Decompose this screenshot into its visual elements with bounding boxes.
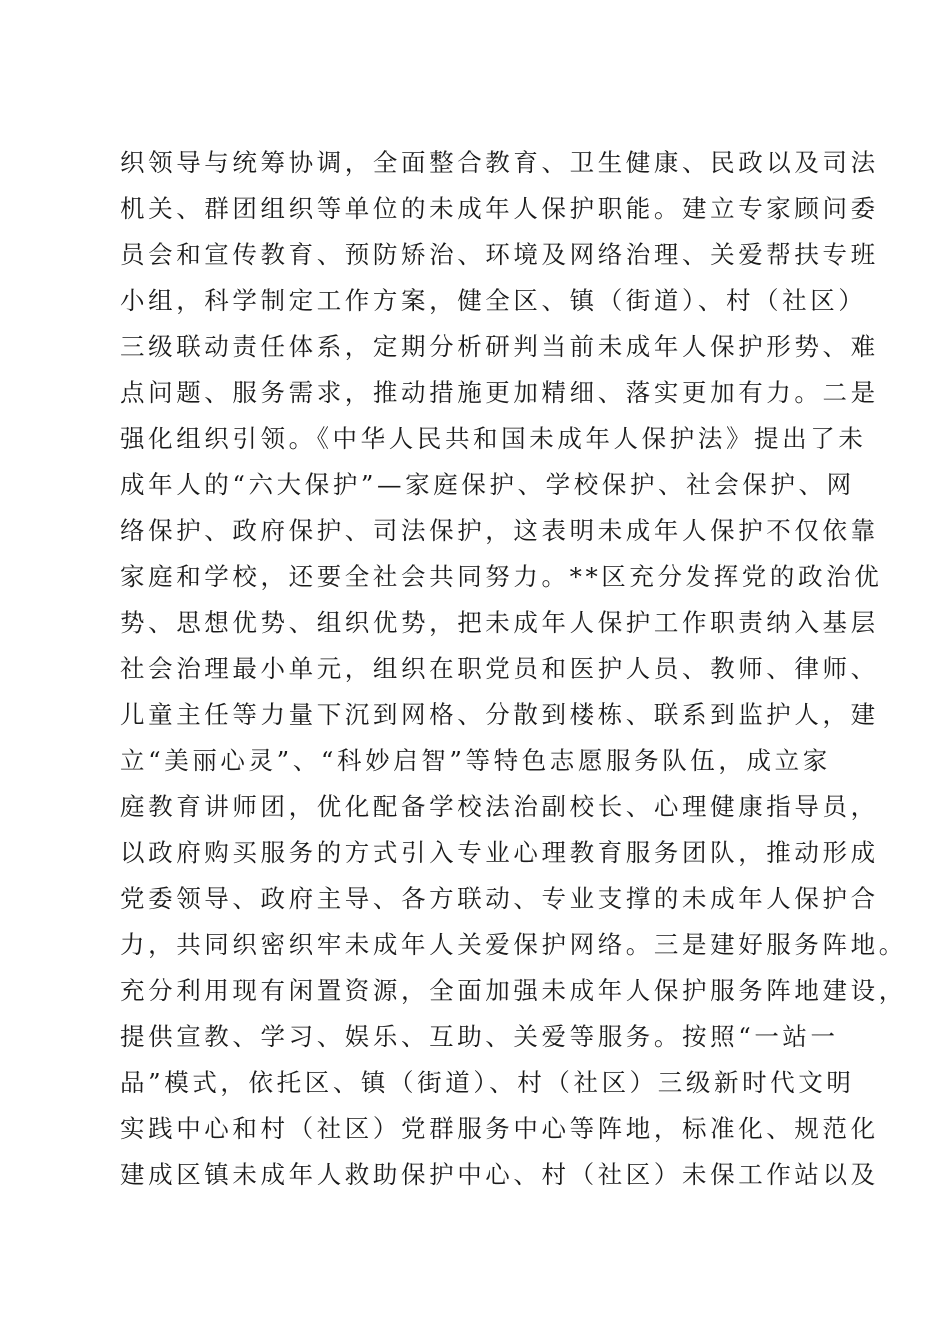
text-line: 成年人的“六大保护”—家庭保护、学校保护、社会保护、网 [120, 470, 855, 499]
text-line: 家庭和学校，还要全社会共同努力。**区充分发挥党的政治优 [120, 562, 883, 591]
text-line: 儿童主任等力量下沉到网格、分散到楼栋、联系到监护人，建 [120, 700, 879, 729]
text-line: 三级联动责任体系，定期分析研判当前未成年人保护形势、难 [120, 332, 879, 361]
text-line: 力，共同织密织牢未成年人关爱保护网络。三是建好服务阵地。 [120, 930, 907, 959]
text-line: 社会治理最小单元，组织在职党员和医护人员、教师、律师、 [120, 654, 879, 683]
text-line: 织领导与统筹协调，全面整合教育、卫生健康、民政以及司法 [120, 148, 879, 177]
text-line: 党委领导、政府主导、各方联动、专业支撑的未成年人保护合 [120, 884, 879, 913]
body-text [120, 140, 907, 1198]
text-line: 充分利用现有闲置资源，全面加强未成年人保护服务阵地建设， [120, 976, 907, 1005]
text-line: 强化组织引领。《中华人民共和国未成年人保护法》提出了未 [120, 424, 867, 453]
text-line: 品”模式，依托区、镇（街道）、村（社区）三级新时代文明 [120, 1068, 855, 1097]
text-line: 小组，科学制定工作方案，健全区、镇（街道）、村（社区） [120, 286, 867, 315]
text-line: 建成区镇未成年人救助保护中心、村（社区）未保工作站以及 [120, 1160, 879, 1189]
text-line: 提供宣教、学习、娱乐、互助、关爱等服务。按照“一站一 [120, 1022, 839, 1051]
text-line: 络保护、政府保护、司法保护，这表明未成年人保护不仅依靠 [120, 516, 879, 545]
text-line: 点问题、服务需求，推动措施更加精细、落实更加有力。二是 [120, 378, 879, 407]
text-line: 机关、群团组织等单位的未成年人保护职能。建立专家顾问委 [120, 194, 879, 223]
text-line: 庭教育讲师团，优化配备学校法治副校长、心理健康指导员， [120, 792, 879, 821]
text-line: 势、思想优势、组织优势，把未成年人保护工作职责纳入基层 [120, 608, 879, 637]
text-line: 实践中心和村（社区）党群服务中心等阵地，标准化、规范化 [120, 1114, 879, 1143]
text-line: 立“美丽心灵”、“科妙启智”等特色志愿服务队伍，成立家 [120, 746, 831, 775]
text-line: 员会和宣传教育、预防矫治、环境及网络治理、关爱帮扶专班 [120, 240, 879, 269]
text-line: 以政府购买服务的方式引入专业心理教育服务团队，推动形成 [120, 838, 879, 867]
